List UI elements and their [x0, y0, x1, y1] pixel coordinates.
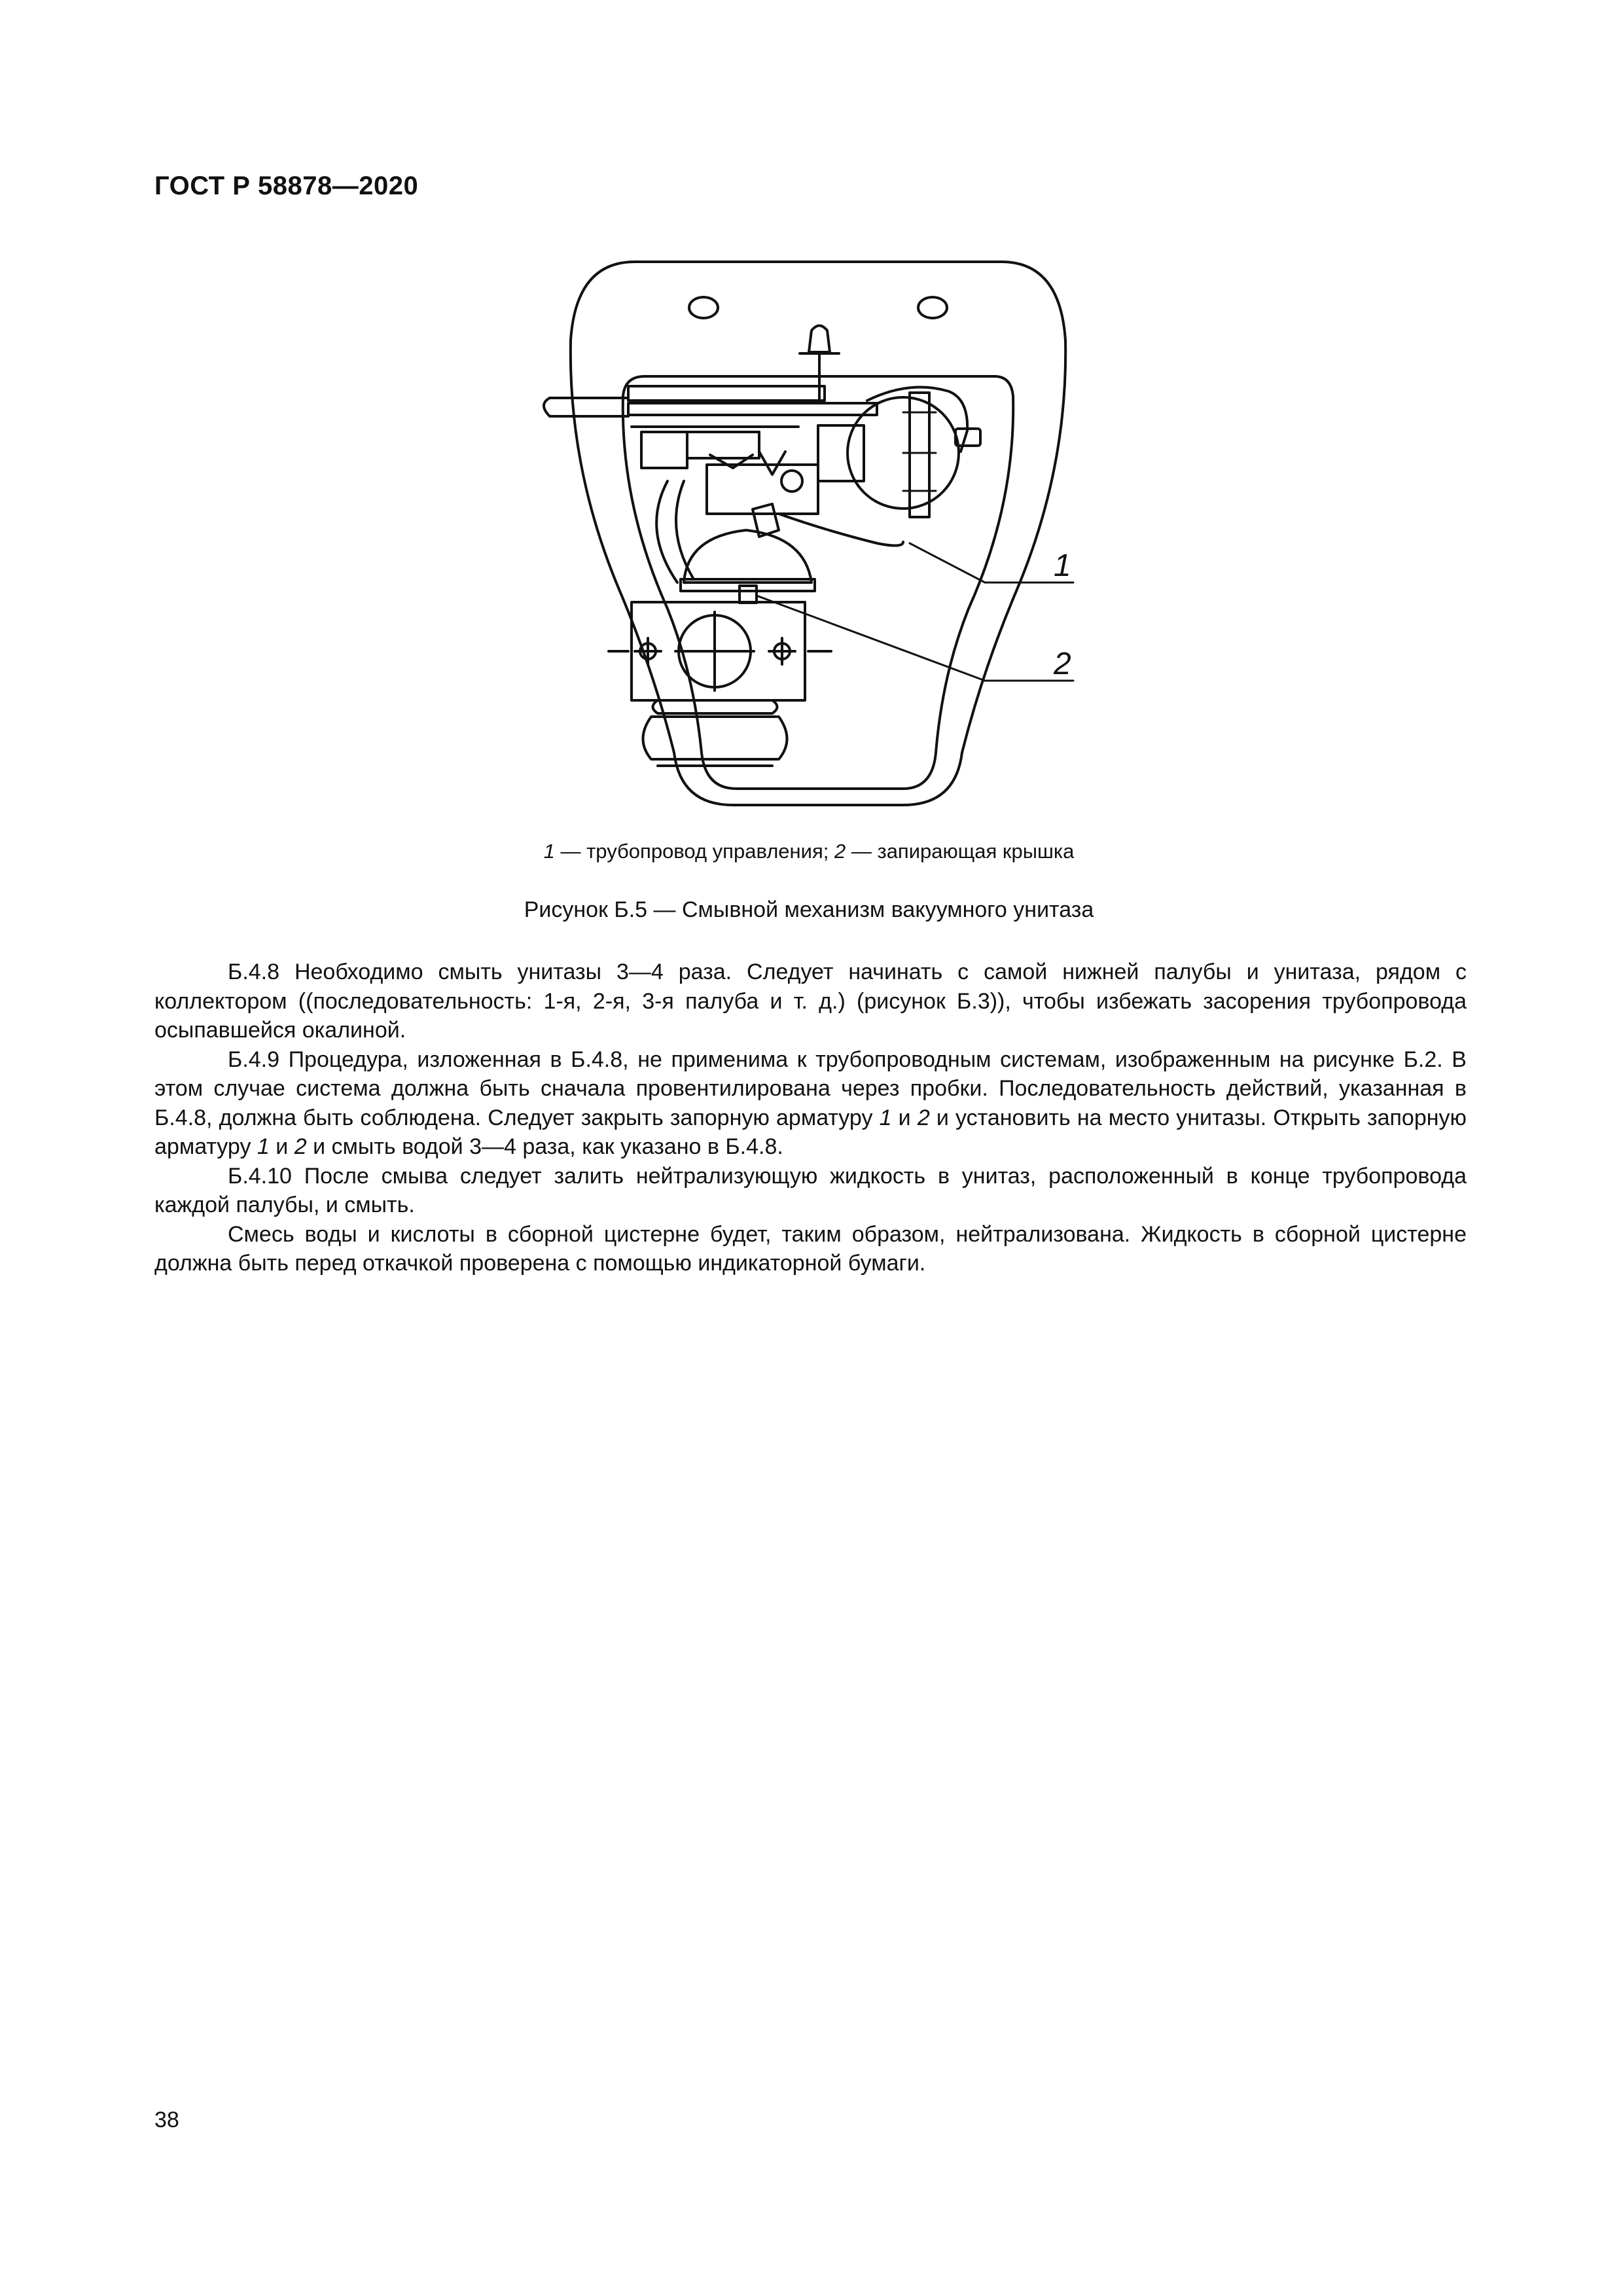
figure-legend [154, 840, 1463, 863]
legend-text-1: — трубопровод управления; [554, 840, 834, 863]
chamber-bracket [818, 425, 864, 481]
outlet-bellows [643, 700, 787, 759]
top-knob-icon [800, 326, 839, 400]
paragraph-b-4-9 [154, 1045, 1467, 1162]
hose-left-inner [676, 481, 694, 579]
upper-rail [628, 386, 825, 401]
bolt-right-icon [769, 638, 795, 664]
p2-ref-3: 1 [257, 1134, 270, 1159]
valve-linkage [710, 452, 785, 475]
paragraph-mixture: Смесь воды и кислоты в сборной цистерне будет, таким образом, нейтрализована. Жидкость в сборной цистерне должна быть перед откачкой проверена с помощью индикаторной бумаги. [154, 1221, 1467, 1276]
paragraph-b-4-10: Б.4.10 После смыва следует залить нейтрализующую жидкость в унитаз, расположенный в конце трубопровода каждой палубы, и смыть. [154, 1163, 1467, 1217]
pivot-icon [781, 471, 802, 492]
p2-ref-2: 2 [917, 1105, 930, 1130]
locking-cap [740, 586, 757, 603]
callout-2: 2 [1054, 647, 1071, 681]
page-header: ГОСТ Р 58878—2020 [154, 171, 419, 200]
body-text [154, 958, 1467, 1278]
p2-ref-4: 2 [294, 1134, 307, 1159]
p2-text-a: Б.4.9 Процедура, изложенная в Б.4.8, не применима к трубопроводным системам, изображенным на рисунке Б.2. В этом случае система должна быть сначала провентилирована через пробки. Последовательность действий, указанная в Б.4.8, должна быть соблюдена. Следует закрыть запорную арматуру [154, 1047, 1467, 1130]
figure-caption: Рисунок Б.5 — Смывной механизм вакуумного унитаза [524, 897, 1094, 922]
leader-line-1 [910, 543, 985, 583]
inlet-pipe [544, 398, 628, 416]
mounting-hole-right [918, 297, 947, 318]
p2-text-b: и [891, 1105, 918, 1130]
control-pipeline [779, 514, 903, 546]
lower-rail [628, 403, 877, 415]
bowl-outer-outline [571, 262, 1065, 805]
callout-1: 1 [1054, 548, 1071, 583]
p2-text-e: и смыть водой 3—4 раза, как указано в Б.4.8. [306, 1134, 783, 1159]
figure-flush-mechanism [537, 255, 1099, 818]
chamber-top-pipe [867, 387, 967, 452]
leader-line-2 [757, 596, 985, 681]
p2-text-c: и установить на место унитазы. Открыть запорную арматуру [154, 1105, 1467, 1159]
paragraph-b-4-8: Б.4.8 Необходимо смыть унитазы 3—4 раза. Следует начинать с самой нижней палубы и унитаза, рядом с коллектором ((последовательность: 1-я, 2-я, 3-я палуба и т. д.) (рисунок Б.3)), чтобы избежать засорения трубопровода осыпавшейся окалиной. [154, 960, 1467, 1043]
valve-block-left [641, 432, 687, 468]
mounting-hole-left [689, 297, 718, 318]
page-number: 38 [154, 2108, 179, 2132]
dome [684, 530, 812, 583]
valve-block-center [687, 432, 759, 458]
legend-number-1: 1 [543, 840, 555, 863]
hose-left [656, 481, 677, 583]
legend-text-2: — запирающая крышка [846, 840, 1075, 863]
p2-ref-1: 1 [879, 1105, 892, 1130]
p2-text-d: и [269, 1134, 294, 1159]
legend-number-2: 2 [834, 840, 846, 863]
